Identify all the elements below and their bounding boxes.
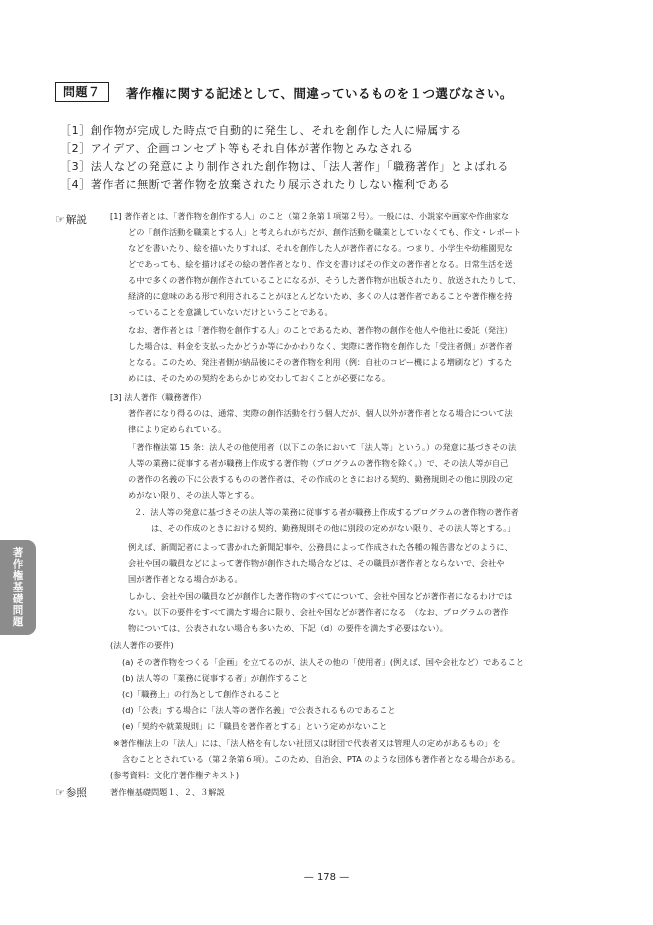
- explanation-line: どの「創作活動を職業とする人」と考えられがちだが、創作活動を職業としていなくても、作文・レポート: [128, 227, 522, 237]
- explanation-label: 解説: [65, 214, 87, 226]
- explanation-marker: [55, 212, 87, 227]
- explanation-line: なお、著作者とは「著作物を創作する人」のことであるため、著作物の創作を他人や他社に委託（発注）: [128, 325, 513, 335]
- requirement-item: (d)「公表」する場合に「法人等の著作名義」で公表されるものであること: [122, 705, 396, 715]
- option-1: ［1］創作物が完成した時点で自動的に発生し、それを創作した人に帰属する: [60, 124, 462, 137]
- explanation-line: した場合は、料金を支払ったかどうか等にかかわりなく、実際に著作物を創作した「受注者側」が著作者: [128, 341, 513, 351]
- pointing-hand-icon: ☞: [55, 213, 65, 226]
- reference-label: 参照: [65, 787, 87, 799]
- quote-line: は、その作成のときにおける契約、勤務規則その他に別段の定めがない限り、その法人等とする。」: [151, 523, 516, 533]
- chapter-side-tab-label: 著作権基礎問題: [11, 547, 24, 628]
- explanation-line: 例えば、新聞記者によって書かれた新聞記事や、公務員によって作成された各種の報告書などのように、: [128, 542, 513, 552]
- explanation-line: っていることを意識していないだけということである。: [128, 307, 333, 317]
- quote-line: ２．法人等の発意に基づきその法人等の業務に従事する者が職務上作成するプログラムの著作物の著作者: [134, 507, 519, 517]
- explanation-line: めには、そのための契約をあらかじめ交わしておくことが必要になる。: [128, 373, 391, 383]
- option-4: ［4］著作者に無断で著作物を放棄されたり展示されたりしない権利である: [60, 178, 451, 191]
- reference-marker: [55, 785, 87, 800]
- explanation-line: 経済的に意味のある形で利用されることがほとんどないため、多くの人は著作者であることや著作権を持: [128, 291, 513, 301]
- explanation-line: ない。以下の要件をすべて満たす場合に限り、会社や国などが著作者になる （なお、プログラムの著作: [128, 607, 509, 617]
- explanation-line: となる。このため、発注者側が納品後にその著作物を利用（例：自社のコピー機による増刷など）するた: [128, 357, 513, 367]
- section-heading: [3] 法人著作（職務著作）: [110, 392, 207, 402]
- explanation-line: る中で多くの著作物が創作されていることになるが、そうした著作物が出版されたり、放送されたりして、: [128, 275, 521, 285]
- source-line: (参考資料：文化庁著作権テキスト): [110, 770, 240, 780]
- pointing-hand-icon: ☞: [55, 786, 65, 799]
- explanation-line: などを書いたり、絵を描いたりすれば、それを創作した人が著作者になる。つまり、小学生や幼稚園児な: [128, 243, 513, 253]
- requirements-heading: (法人著作の要件): [110, 640, 174, 650]
- explanation-line: 著作者になり得るのは、通常、実際の創作活動を行う個人だが、個人以外が著作者となる場合について法: [128, 408, 513, 418]
- quote-line: めがない限り、その法人等とする。: [128, 490, 260, 500]
- requirement-item: (c)「職務上」の行為として創作されること: [122, 689, 281, 699]
- chapter-side-tab: [0, 540, 36, 635]
- explanation-line: 物については、公表されない場合も多いため、下記（d）の要件を満たす必要はない）。: [128, 623, 448, 633]
- note-line: 含むこととされている（第２条第６項）。このため、自治会、PTA のような団体も著作者となる場合がある。: [122, 754, 520, 764]
- question-number-box: 問題７: [55, 82, 109, 102]
- option-3: ［3］法人などの発意により制作された創作物は、「法人著作」「職務著作」とよばれる: [60, 160, 509, 173]
- option-2: ［2］アイデア、企画コンセプト等もそれ自体が著作物とみなされる: [60, 142, 414, 155]
- note-line: ※著作権法上の「法人」には、「法人格を有しない社団又は財団で代表者又は管理人の定めがあるもの」を: [113, 738, 501, 748]
- explanation-line: しかし、会社や国の職員などが創作した著作物のすべてについて、会社や国などが著作者になるわけでは: [128, 591, 513, 601]
- explanation-line: [1] 著作者とは、「著作物を創作する人」のこと（第２条第１項第２号）。一般には、小説家や画家や作曲家な: [110, 211, 510, 221]
- quote-line: 人等の業務に従事する者が職務上作成する著作物（プログラムの著作物を除く。）で、その法人等が自己: [128, 458, 509, 468]
- explanation-line: 律により定められている。: [128, 424, 227, 434]
- quote-line: の著作の名義の下に公表するものの著作者は、その作成のときにおける契約、勤務規則その他に別段の定: [128, 474, 513, 484]
- explanation-line: 国が著作者となる場合がある。: [128, 574, 243, 584]
- quote-line: 「著作権法第 15 条：法人その他使用者（以下この条において「法人等」という。）の発意に基づきその法: [128, 442, 517, 452]
- explanation-line: 会社や国の職員などによって著作物が創作された場合などは、その職員が著作者とならないで、会社や: [128, 558, 505, 568]
- page-number: — 178 —: [303, 872, 350, 883]
- requirement-item: (e)「契約や就業規則」に「職員を著作者とする」という定めがないこと: [122, 721, 388, 731]
- question-title: 著作権に関する記述として、間違っているものを１つ選びなさい。: [126, 86, 513, 101]
- explanation-line: どであっても、絵を描けばその絵の著作者となり、作文を書けばその作文の著作者となる。日常生活を送: [128, 259, 513, 269]
- requirement-item: (b) 法人等の「業務に従事する者」が創作すること: [122, 673, 309, 683]
- requirement-item: (a) その著作物をつくる「企画」を立てるのが、法人その他の「使用者」(例えば、国や会社など）であること: [122, 657, 525, 667]
- reference-text: 著作権基礎問題１、２、３解説: [110, 787, 225, 797]
